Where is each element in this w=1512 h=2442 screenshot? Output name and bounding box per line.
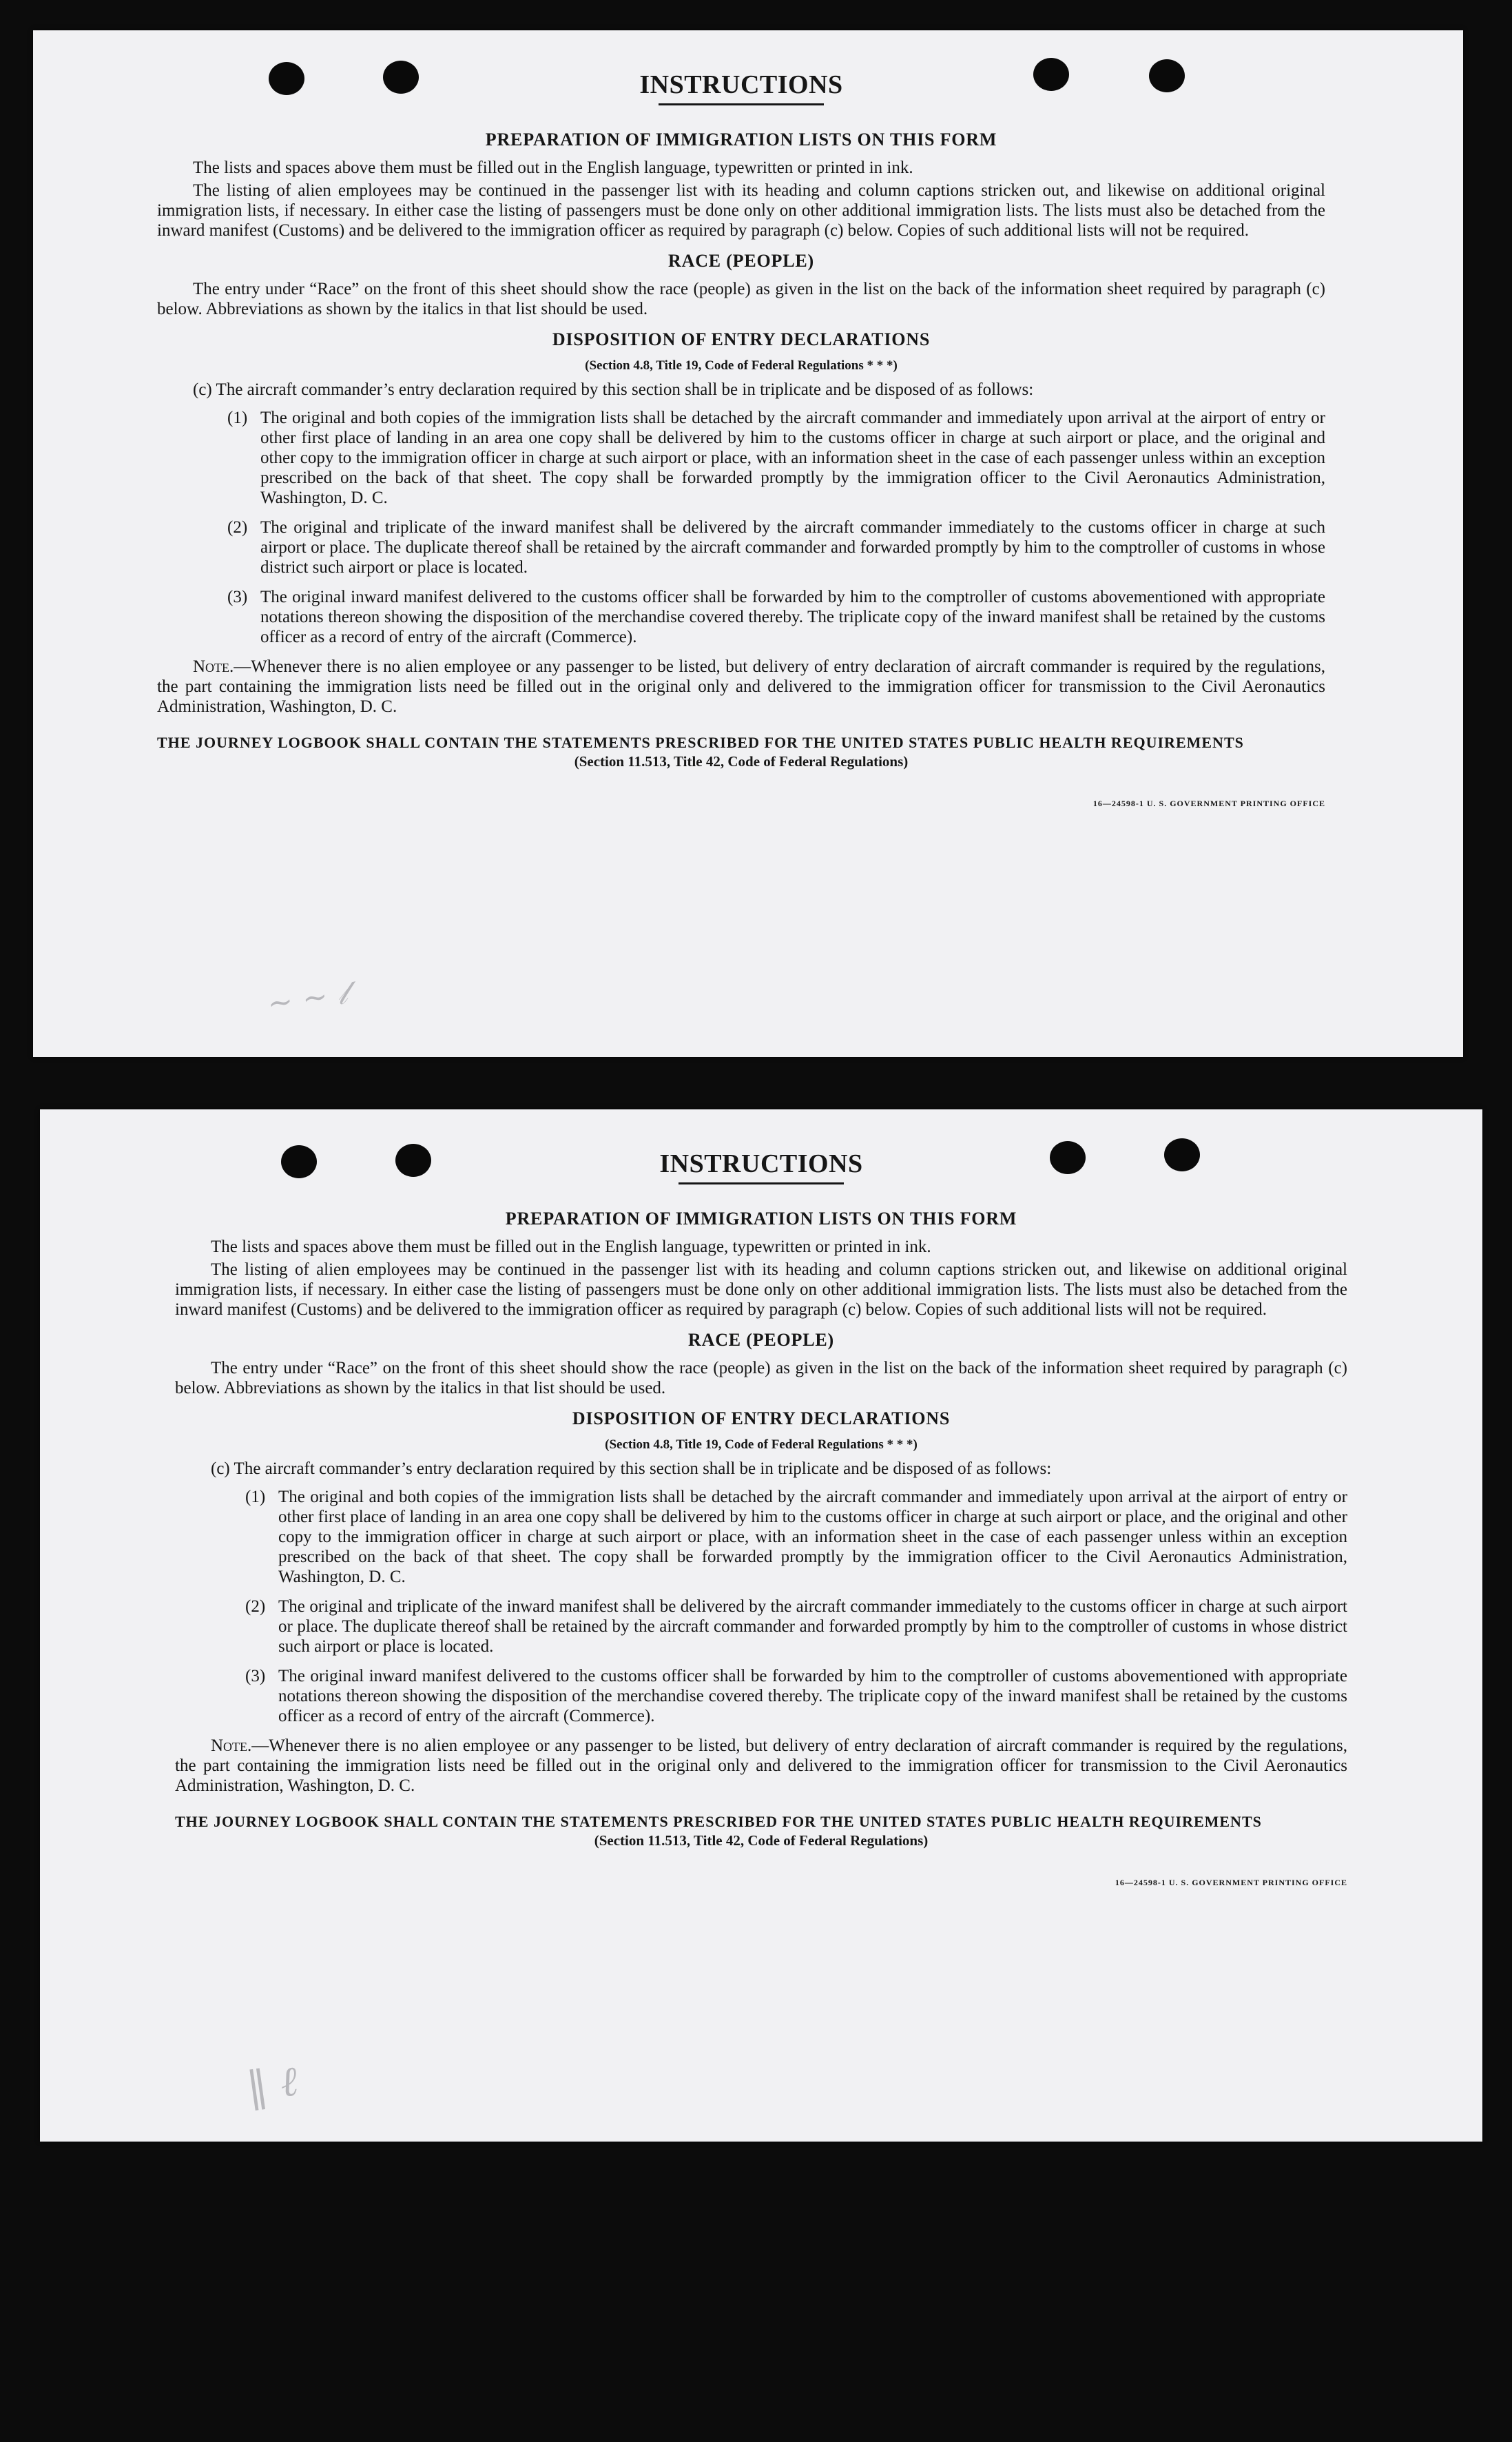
item-text: The original and triplicate of the inward manifest shall be delivered by the aircraft commander immediately to the customs officer in charge at such airport or place. The duplicate thereof shall be retained by the aircraft commander and forwarded promptly by him to the comptroller of customs in whose district such airport or place is located. bbox=[278, 1597, 1347, 1656]
section-heading-race: RACE (PEOPLE) bbox=[688, 1330, 834, 1350]
item-text: The original and both copies of the immigration lists shall be detached by the aircraft commander and immediately upon arrival at the airport of entry or other first place of landing in an area one copy shall be delivered by him to the customs officer in charge at such airport or place, and the original and other copy to the immigration officer in charge at such airport or place, with an information sheet in the case of each passenger unless within an exception prescribed on the back of that sheet. The copy shall be forwarded promptly by the immigration officer to the Civil Aeronautics Administration, Washington, D. C. bbox=[278, 1488, 1347, 1586]
faint-handwriting-mark: ‖ ℓ bbox=[243, 2057, 301, 2112]
journey-logbook-statement: THE JOURNEY LOGBOOK SHALL CONTAIN THE STATEMENTS PRESCRIBED FOR THE UNITED STATES PUBLIC HEALTH REQUIREMENTS bbox=[157, 734, 1244, 751]
section-heading-disposition: DISPOSITION OF ENTRY DECLARATIONS bbox=[552, 329, 931, 349]
paragraph: The entry under “Race” on the front of this sheet should show the race (people) as given in the list on the back of the information sheet required by paragraph (c) below. Abbreviations as shown by the italics in that list should be used. bbox=[175, 1359, 1347, 1397]
list-item bbox=[175, 1666, 1347, 1726]
item-number: (3) bbox=[245, 1667, 266, 1685]
faint-handwriting-mark: ~ ~ 𝓁 bbox=[265, 976, 350, 1022]
note-text: —Whenever there is no alien employee or any passenger to be listed, but delivery of entry declaration of aircraft commander is required by the regulations, the part containing the immigration lists need be filled out in the original only and delivered to the immigration officer for transmission to the Civil Aeronautics Administration, Washington, D. C. bbox=[175, 1736, 1347, 1795]
item-number: (2) bbox=[227, 518, 248, 537]
item-text: The original and triplicate of the inward manifest shall be delivered by the aircraft commander immediately to the customs officer in charge at such airport or place. The duplicate thereof shall be retained by the aircraft commander and forwarded promptly by him to the comptroller of customs in whose district such airport or place is located. bbox=[260, 518, 1325, 577]
title-underline bbox=[679, 1182, 844, 1184]
paragraph: (c) The aircraft commander’s entry declaration required by this section shall be in triplicate and be disposed of as follows: bbox=[193, 380, 1034, 399]
list-item bbox=[157, 517, 1325, 577]
item-number: (1) bbox=[227, 409, 248, 427]
list-item bbox=[175, 1597, 1347, 1656]
page-title: INSTRUCTIONS bbox=[639, 70, 843, 99]
regulation-citation: (Section 4.8, Title 19, Code of Federal Regulations * * *) bbox=[605, 1437, 918, 1452]
item-text: The original inward manifest delivered to the customs officer shall be forwarded by him to the comptroller of customs abovementioned with appropriate notations thereon showing the disposition of the merchandise covered thereby. The triplicate copy of the inward manifest shall be retained by the customs officer as a record of entry of the aircraft (Commerce). bbox=[278, 1667, 1347, 1725]
paragraph: The entry under “Race” on the front of this sheet should show the race (people) as given in the list on the back of the information sheet required by paragraph (c) below. Abbreviations as shown by the italics in that list should be used. bbox=[157, 280, 1325, 318]
note-text: —Whenever there is no alien employee or any passenger to be listed, but delivery of entry declaration of aircraft commander is required by the regulations, the part containing the immigration lists need be filled out in the original only and delivered to the immigration officer for transmission to the Civil Aeronautics Administration, Washington, D. C. bbox=[157, 657, 1325, 716]
paragraph: The lists and spaces above them must be filled out in the English language, typewritten or printed in ink. bbox=[211, 1238, 931, 1256]
item-number: (1) bbox=[245, 1488, 266, 1506]
item-number: (3) bbox=[227, 588, 248, 606]
section-heading-race: RACE (PEOPLE) bbox=[668, 251, 814, 271]
regulation-citation: (Section 11.513, Title 42, Code of Federal Regulations) bbox=[574, 753, 909, 770]
section-heading-preparation: PREPARATION OF IMMIGRATION LISTS ON THIS FORM bbox=[505, 1209, 1017, 1229]
item-number: (2) bbox=[245, 1597, 266, 1616]
list-item bbox=[175, 1487, 1347, 1587]
item-text: The original inward manifest delivered to the customs officer shall be forwarded by him to the comptroller of customs abovementioned with appropriate notations thereon showing the disposition of the merchandise covered thereby. The triplicate copy of the inward manifest shall be retained by the customs officer as a record of entry of the aircraft (Commerce). bbox=[260, 588, 1325, 646]
regulation-citation: (Section 4.8, Title 19, Code of Federal Regulations * * *) bbox=[585, 358, 898, 373]
paragraph: The lists and spaces above them must be filled out in the English language, typewritten or printed in ink. bbox=[193, 158, 913, 177]
printing-office-code: 16—24598-1 U. S. GOVERNMENT PRINTING OFFICE bbox=[1092, 799, 1325, 808]
regulation-citation: (Section 11.513, Title 42, Code of Federal Regulations) bbox=[594, 1832, 929, 1849]
sheet-content bbox=[175, 1148, 1347, 1893]
note-lead: Note. bbox=[193, 657, 234, 676]
item-text: The original and both copies of the immigration lists shall be detached by the aircraft commander and immediately upon arrival at the airport of entry or other first place of landing in an area one copy shall be delivered by him to the customs officer in charge at such airport or place, and the original and other copy to the immigration officer in charge at such airport or place, with an information sheet in the case of each passenger unless within an exception prescribed on the back of that sheet. The copy shall be forwarded promptly by the immigration officer to the Civil Aeronautics Administration, Washington, D. C. bbox=[260, 409, 1325, 507]
instruction-sheet-top bbox=[33, 30, 1463, 1057]
paragraph: The listing of alien employees may be continued in the passenger list with its heading and column captions stricken out, and likewise on additional original immigration lists, if necessary. In either case the listing of passengers must be done only on other additional immigration lists. The lists must also be detached from the inward manifest (Customs) and be delivered to the immigration officer as required by paragraph (c) below. Copies of such additional lists will not be required. bbox=[157, 181, 1325, 240]
journey-logbook-statement: THE JOURNEY LOGBOOK SHALL CONTAIN THE STATEMENTS PRESCRIBED FOR THE UNITED STATES PUBLIC HEALTH REQUIREMENTS bbox=[175, 1813, 1262, 1830]
paragraph: (c) The aircraft commander’s entry declaration required by this section shall be in triplicate and be disposed of as follows: bbox=[211, 1459, 1052, 1478]
sheet-content bbox=[157, 69, 1325, 814]
list-item bbox=[157, 408, 1325, 508]
paragraph: The listing of alien employees may be continued in the passenger list with its heading and column captions stricken out, and likewise on additional original immigration lists, if necessary. In either case the listing of passengers must be done only on other additional immigration lists. The lists must also be detached from the inward manifest (Customs) and be delivered to the immigration officer as required by paragraph (c) below. Copies of such additional lists will not be required. bbox=[175, 1260, 1347, 1319]
title-underline bbox=[659, 103, 824, 105]
section-heading-preparation: PREPARATION OF IMMIGRATION LISTS ON THIS FORM bbox=[485, 130, 997, 150]
note-paragraph bbox=[157, 657, 1325, 717]
section-heading-disposition: DISPOSITION OF ENTRY DECLARATIONS bbox=[572, 1408, 951, 1428]
note-paragraph bbox=[175, 1736, 1347, 1796]
note-lead: Note. bbox=[211, 1736, 252, 1755]
page-title: INSTRUCTIONS bbox=[659, 1149, 863, 1178]
printing-office-code: 16—24598-1 U. S. GOVERNMENT PRINTING OFFICE bbox=[1115, 1878, 1347, 1887]
instruction-sheet-bottom bbox=[40, 1109, 1482, 2142]
list-item bbox=[157, 587, 1325, 647]
